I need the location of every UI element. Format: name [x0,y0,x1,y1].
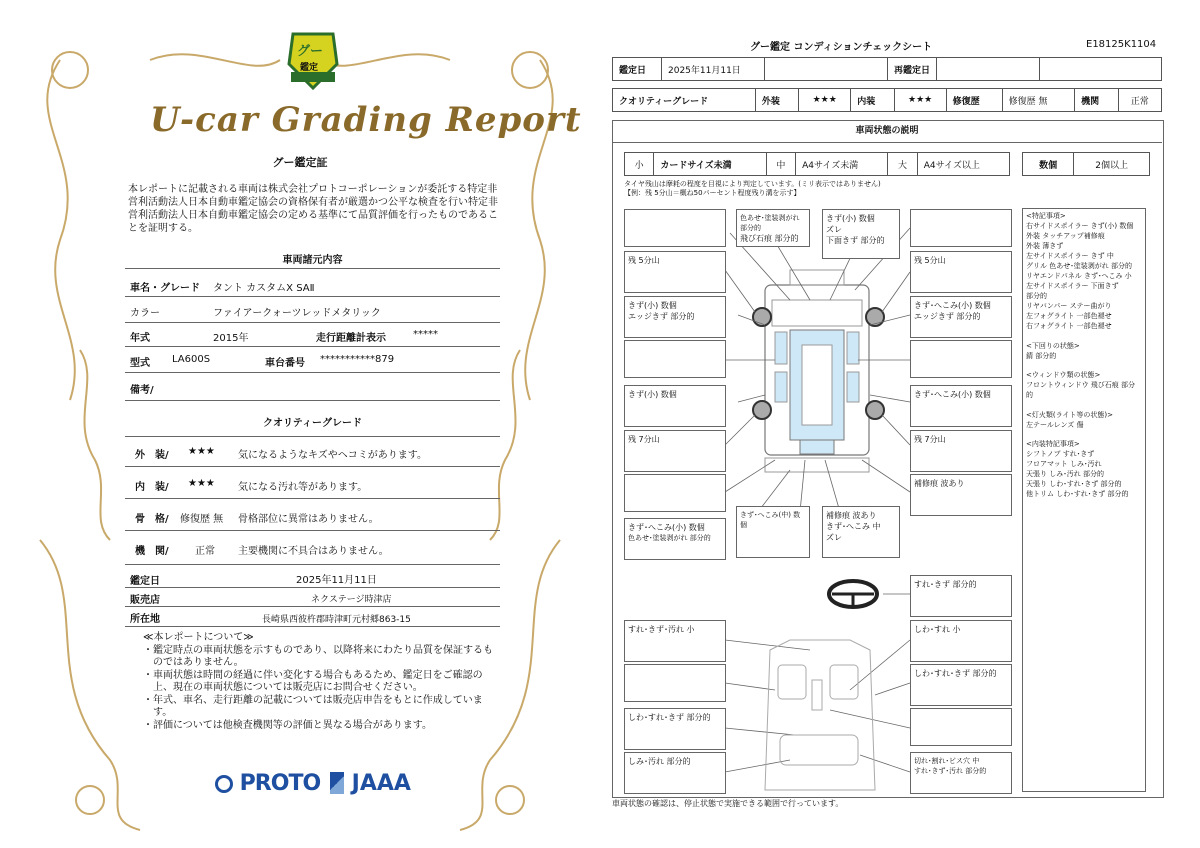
year-value: 2015年 [213,333,249,344]
badge-bottom-text: 鑑定 [300,63,319,73]
condition-box [910,575,1012,617]
notes-title: ≪本レポートについて≫ [143,632,254,643]
chassis-value: ***********879 [320,354,395,365]
quality-exterior-label: 外 装/ [135,450,169,461]
special-note-line: 外装 薄きず [1026,242,1064,250]
special-note-line: フロントウィンドウ 飛び石痕 部分的 [1026,381,1136,400]
jaaa-logo-text: JAAA [351,771,411,796]
chassis-label: 車台番号 [265,358,305,369]
report-notes [143,632,493,732]
model-value: LA600S [172,354,211,365]
state-title: 車両状態の説明 [612,120,1162,143]
tire-note-2: 【例：残 5分山＝概ね50パーセント程度残り溝を示す】 [624,189,801,197]
condition-text: しわ･すれ･きず 部分的 [628,713,711,722]
tire-tread: 残 7分山 [628,435,660,444]
spec-title: 車両諸元内容 [282,255,343,266]
condition-box [910,251,1012,293]
condition-text: きず･へこみ(小) 数個 [628,523,705,532]
divider [125,346,500,347]
cert-body: 本レポートに記載される車両は株式会社プロトコーポレーションが委託する特定非営利活動法人日本自動車鑑定協会の資格保有者が厳選かつ公平な検査を行い特定非営利活動法人日本自動車鑑定協会の定める基準にて品質評価を行ったものであることを証明する。 [128,184,498,234]
divider [125,626,500,627]
size-small-desc: カードサイズ未満 [654,153,766,176]
special-note-line: リヤバンパー ステー曲がり [1026,302,1112,310]
recheck-date-label: 再鑑定日 [888,58,937,81]
special-note-line: 天張り しわ･すれ･きず 部分的 [1026,480,1122,489]
proto-logo-text: PROTO [239,771,321,796]
repair-value: 修復歴 無 [1002,89,1075,112]
special-note-line: 左サイドスポイラー 下面きず [1026,282,1119,290]
divider [125,372,500,373]
condition-box [822,209,900,259]
condition-box-empty [910,708,1012,746]
condition-box [624,708,726,750]
shop-label: 販売店 [130,595,160,606]
quality-label: クオリティーグレード [613,89,756,112]
special-note-line: <灯火類(ライト等の状態)> [1026,410,1113,419]
quality-title: クオリティーグレード [263,418,362,429]
divider [125,606,500,607]
badge-top-text: グー [297,44,324,59]
condition-box [910,296,1012,338]
condition-text: 飛び石痕 部分的 [740,234,799,243]
divider [125,400,500,401]
condition-text: 色あせ･塗装剥がれ 部分的 [740,214,800,232]
special-note-line: 部分的 [1026,292,1047,300]
divider [125,268,500,269]
cert-title: グー鑑定証 [272,156,328,169]
condition-box-empty [624,340,726,378]
color-value: ファイアークォーツレッドメタリック [213,308,381,319]
count-desc: 2個以上 [1074,153,1150,176]
condition-box [910,752,1012,794]
note-item: ・車両状態は時間の経過に伴い変化する場合もあるため、鑑定日をご確認の上、現在の車両状態については販売店にお問合せください。 [143,669,483,693]
condition-text: しわ･すれ･きず 部分的 [914,669,997,678]
year-label: 年式 [130,333,150,344]
address-value: 長崎県西彼杵郡時津町元村郷863-15 [262,615,411,625]
quality-exterior-desc: 気になるようなキズやヘコミがあります。 [238,450,427,461]
proto-logo [215,771,320,796]
condition-text: しみ･汚れ 部分的 [628,757,691,766]
note-item: ・評価については他検査機関等の評価と異なる場合があります。 [143,719,432,731]
appraisal-date-value: 2025年11月11日 [662,58,765,81]
condition-box [910,620,1012,662]
special-note-line [1026,331,1142,341]
quality-engine-grade: 正常 [195,546,215,557]
footer-note: 車両状態の確認は、停止状態で実施できる範囲で行っています。 [612,799,844,808]
condition-text: 切れ･割れ･ビス穴 中 [914,757,980,765]
date-value: 2025年11月11日 [296,575,377,586]
quality-engine-desc: 主要機関に不具合はありません。 [238,546,389,557]
condition-box [624,251,726,293]
size-large: 大 [888,153,917,176]
divider [125,498,500,499]
divider [125,587,500,588]
condition-text: 色あせ･塗装剥がれ 部分的 [628,534,711,542]
condition-text: きず･へこみ(小) 数個 [914,301,991,310]
note-item: ・年式、車名、走行距離の記載については販売店申告をもとに作成しています。 [143,694,483,718]
special-note-line: 天張り しみ･汚れ 部分的 [1026,470,1104,479]
condition-box-empty [624,664,726,702]
appraisal-date-label: 鑑定日 [613,58,662,81]
condition-text: きず･へこみ 中 [826,522,881,531]
special-note-line: 外装 タッチアップ補修痕 [1026,232,1105,240]
note-item: ・鑑定時点の車両状態を示すものであり、以降将来にわたり品質を保証するものではありません。 [143,644,493,668]
engine-value: 正常 [1118,89,1161,112]
quality-interior-label: 内 装/ [135,482,169,493]
color-label: カラー [130,308,160,319]
sheet-title: グー鑑定 コンディションチェックシート [750,42,933,53]
divider [125,530,500,531]
model-label: 型式 [130,358,150,369]
condition-text: エッジきず 部分的 [628,312,695,321]
quality-interior-grade: ★★★ [188,478,215,489]
condition-box [736,506,810,558]
ext-value: ★★★ [799,89,851,112]
report-title: U-car Grading Report [150,100,582,140]
condition-box [624,385,726,427]
condition-text: すれ･きず･汚れ 部分的 [914,767,987,775]
special-note-line: 左サイドスポイラー きず 中 [1026,252,1114,260]
special-note-line [1026,430,1142,440]
condition-text: きず･へこみ(小) 数個 [914,390,991,399]
car-name-label: 車名・グレード [130,283,200,294]
shop-value: ネクステージ時津店 [311,595,392,605]
divider [125,322,500,323]
condition-box [910,474,1012,516]
divider [125,436,500,437]
remarks-label: 備考/ [130,385,154,396]
condition-text: きず･へこみ(中) 数個 [740,511,801,529]
int-value: ★★★ [894,89,946,112]
mileage-label: 走行距離計表示 [316,333,386,344]
condition-text: きず(小) 数個 [826,214,875,223]
special-note-line: <内装特記事項> [1026,440,1080,449]
quality-frame-desc: 骨格部位に異常はありません。 [238,514,379,525]
count-label: 数個 [1023,153,1074,176]
mileage-value: ***** [413,329,438,340]
date-label: 鑑定日 [130,576,160,587]
size-medium-desc: A4サイズ未満 [796,153,888,176]
quality-frame-grade: 修復歴 無 [180,514,224,525]
condition-box-empty [910,340,1012,378]
condition-text: ズレ [826,533,842,542]
condition-box-empty [624,209,726,247]
condition-text: しわ･すれ 小 [914,625,961,634]
special-note-line: 左フォグライト 一部色褪せ [1026,312,1112,320]
address-label: 所在地 [130,614,160,625]
condition-text: きず(小) 数個 [628,390,677,399]
special-note-line: フロアマット しみ･汚れ [1026,460,1102,469]
quality-engine-label: 機 関/ [135,546,169,557]
condition-box [736,209,810,247]
repair-label: 修復歴 [946,89,1002,112]
special-note-line: <特記事項> [1026,212,1066,220]
special-note-line: <ウィンドウ類の状態> [1026,371,1101,380]
tire-tread: 残 5分山 [914,256,946,265]
quality-frame-label: 骨 格/ [135,514,169,525]
tire-note-1: タイヤ残山は摩耗の程度を目視により判定しています。(ミリ表示ではありません) [624,180,881,188]
divider [125,564,500,565]
condition-box [624,430,726,472]
special-note-line: <下回りの状態> [1026,341,1080,350]
condition-box [624,296,726,338]
condition-text: 補修痕 波あり [914,479,965,488]
engine-label: 機関 [1075,89,1118,112]
divider [125,466,500,467]
condition-text: エッジきず 部分的 [914,312,981,321]
condition-text: 補修痕 波あり [826,511,877,520]
tire-tread: 残 7分山 [914,435,946,444]
condition-text: すれ･きず 部分的 [914,580,977,589]
special-note-line [1026,400,1142,410]
special-note-line: シフトノブ すれ･きず [1026,450,1095,459]
size-medium: 中 [766,153,795,176]
special-notes-list [1026,211,1142,499]
car-name-value: タント カスタムX SAⅡ [213,283,315,294]
doc-id: E18125K1104 [1086,39,1157,50]
condition-box [822,506,900,558]
condition-box [910,385,1012,427]
size-large-desc: A4サイズ以上 [917,153,1009,176]
jaaa-mark-icon [330,772,344,794]
condition-box [910,664,1012,706]
quality-exterior-grade: ★★★ [188,446,215,457]
size-small: 小 [625,153,654,176]
condition-box-empty [910,209,1012,247]
condition-check-sheet [600,0,1200,848]
quality-interior-desc: 気になる汚れ等があります。 [238,482,368,493]
divider [125,296,500,297]
condition-box [624,752,726,794]
condition-box-empty [624,474,726,512]
special-note-line: グリル 色あせ･塗装剥がれ 部分的 [1026,262,1132,270]
ext-label: 外装 [755,89,798,112]
condition-text: きず(小) 数個 [628,301,677,310]
condition-text: ズレ [826,225,842,234]
special-note-line: 右サイドスポイラー きず(小) 数個 [1026,222,1134,230]
int-label: 内装 [851,89,894,112]
special-note-line [1026,361,1142,371]
special-note-line: リヤエンドパネル きず･へこみ 小 [1026,272,1132,280]
condition-text: すれ･きず･汚れ 小 [628,625,695,634]
special-notes [1022,208,1146,792]
special-note-line: 他トリム しわ･すれ･きず 部分的 [1026,490,1129,499]
special-note-line: 右フォグライト 一部色褪せ [1026,322,1112,330]
condition-box [910,430,1012,472]
condition-box [624,620,726,662]
condition-box [624,518,726,560]
special-note-line: 左テールレンズ 傷 [1026,420,1084,429]
condition-text: 下面きず 部分的 [826,236,885,245]
special-note-line: 錆 部分的 [1026,351,1057,360]
tire-tread: 残 5分山 [628,256,660,265]
proto-mark-icon [215,775,233,793]
jaaa-logo [330,771,411,796]
goo-badge-icon [285,30,341,92]
